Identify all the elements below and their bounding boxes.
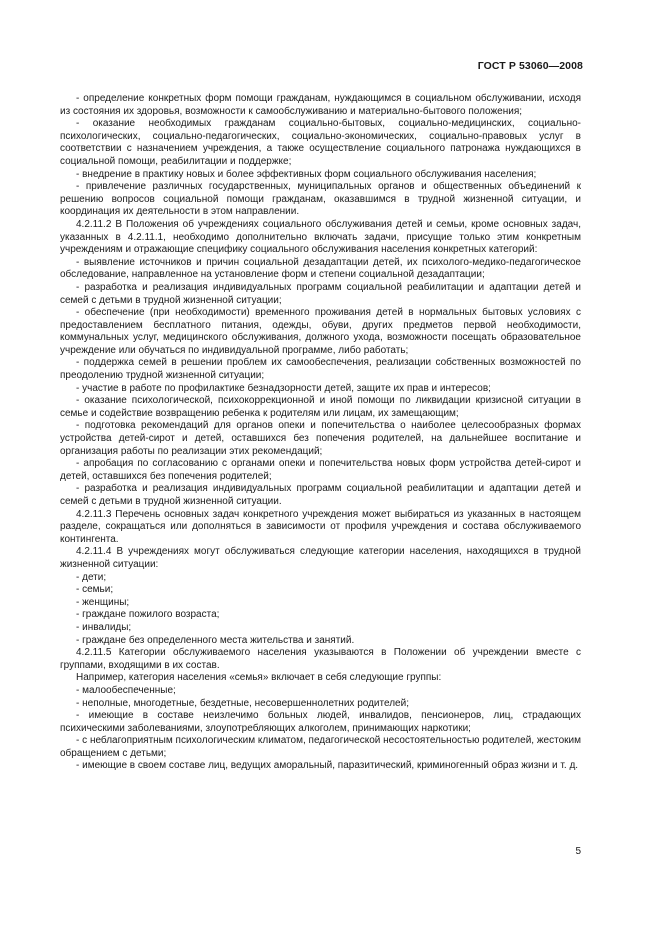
paragraph: - апробация по согласованию с органами опеки и попечительства новых форм устройства детей-сирот и детей, оставшихся без попечения родителей;	[60, 458, 581, 482]
list-item: - с неблагоприятным психологическим климатом, педагогической несостоятельностью родителей, жестоким обращением с детьми;	[60, 735, 581, 759]
document-body	[60, 93, 581, 773]
list-item: - имеющие в своем составе лиц, ведущих аморальный, паразитический, криминогенный образ жизни и т. д.	[76, 760, 579, 772]
list-item: - семьи;	[76, 584, 114, 596]
paragraph: Например, категория населения «семья» включает в себя следующие группы:	[76, 672, 442, 684]
paragraph: - разработка и реализация индивидуальных программ социальной реабилитации и адаптации детей и семей с детьми в трудной жизненной ситуации;	[60, 281, 581, 306]
paragraph: - привлечение различных государственных, муниципальных органов и общественных объединений к решению вопросов социальной помощи гражданам, оказавшимся в трудной жизненной ситуации, и координация их деятельности в этом направлении.	[60, 181, 581, 218]
paragraph: - оказание необходимых гражданам социально-бытовых, социально-медицинских, социально-психологических, социально-педагогических, социально-экономических, социально-правовых услуг в соответствии с назначением учреждения, а также осуществление социального патронажа нуждающихся в социальной помощи, реабилитации и поддержке;	[60, 118, 581, 167]
list-item: - граждане без определенного места жительства и занятий.	[76, 634, 355, 646]
list-item: - инвалиды;	[76, 621, 132, 633]
list-item: - граждане пожилого возраста;	[76, 609, 220, 621]
paragraph: - обеспечение (при необходимости) временного проживания детей в нормальных бытовых условиях с предоставлением бесплатного питания, одежды, обуви, других предметов первой необходимости, коммунальных услуг, медицинского обслуживания, должного ухода, возможности посещать образовательное учреждение или обучаться по индивидуальной программе, либо работать;	[60, 307, 581, 356]
list-item: - имеющие в составе неизлечимо больных людей, инвалидов, пенсионеров, лиц, страдающих психическими заболеваниями, злоупотребляющих алкоголем, принимающих наркотики;	[60, 710, 581, 734]
list-item: - дети;	[76, 571, 107, 583]
list-item: - малообеспеченные;	[76, 684, 176, 696]
section-paragraph: 4.2.11.2 В Положения об учреждениях социального обслуживания детей и семьи, кроме основных задач, указанных в 4.2.11.1, необходимо дополнительно включать задачи, присущие только этим конкретным учреждениям и отражающие специфику социального обслуживания населения конкретных категорий:	[60, 218, 581, 256]
section-paragraph: 4.2.11.5 Категории обслуживаемого населения указываются в Положении об учреждении вместе с группами, входящими в их состав.	[60, 647, 581, 671]
paragraph: - внедрение в практику новых и более эффективных форм социального обслуживания населения;	[76, 168, 537, 180]
list-item: - женщины;	[76, 596, 130, 608]
list-item: - неполные, многодетные, бездетные, несовершеннолетних родителей;	[76, 697, 409, 709]
page-number: 5	[575, 846, 581, 857]
paragraph: - разработка и реализация индивидуальных программ социальной реабилитации и адаптации детей и семей с детьми в трудной жизненной ситуации.	[60, 483, 581, 507]
paragraph: - участие в работе по профилактике безнадзорности детей, защите их прав и интересов;	[76, 382, 491, 394]
paragraph: - поддержка семей в решении проблем их самообеспечения, реализации собственных возможностей по преодолению трудной жизненной ситуации;	[60, 357, 581, 382]
paragraph: - оказание психологической, психокоррекционной и иной помощи по ликвидации кризисной ситуации в семье и содействие возвращению ребенка к родителям или лицам, их замещающим;	[60, 395, 581, 419]
paragraph: - выявление источников и причин социальной дезадаптации детей, их психолого-медико-педагогическое обследование, направленное на установление форм и степени социальной дезадаптации;	[60, 256, 581, 281]
paragraph: - определение конкретных форм помощи гражданам, нуждающимся в социальном обслуживании, исходя из состояния их здоровья, возможности к самообслуживанию и материально-бытового положения;	[60, 93, 581, 117]
paragraph: - подготовка рекомендаций для органов опеки и попечительства о наиболее целесообразных формах устройства детей-сирот и детей, оставшихся без попечения родителей, на дальнейшее воспитание и организация работы по реализации этих рекомендаций;	[60, 420, 581, 457]
document-code-header: ГОСТ Р 53060—2008	[477, 60, 583, 72]
section-paragraph: 4.2.11.4 В учреждениях могут обслуживаться следующие категории населения, находящихся в трудной жизненной ситуации:	[60, 546, 581, 570]
section-paragraph: 4.2.11.3 Перечень основных задач конкретного учреждения может выбираться из указанных в настоящем разделе, сокращаться или дополняться в зависимости от профиля учреждения и состава обслуживаемого контингента.	[60, 508, 581, 545]
